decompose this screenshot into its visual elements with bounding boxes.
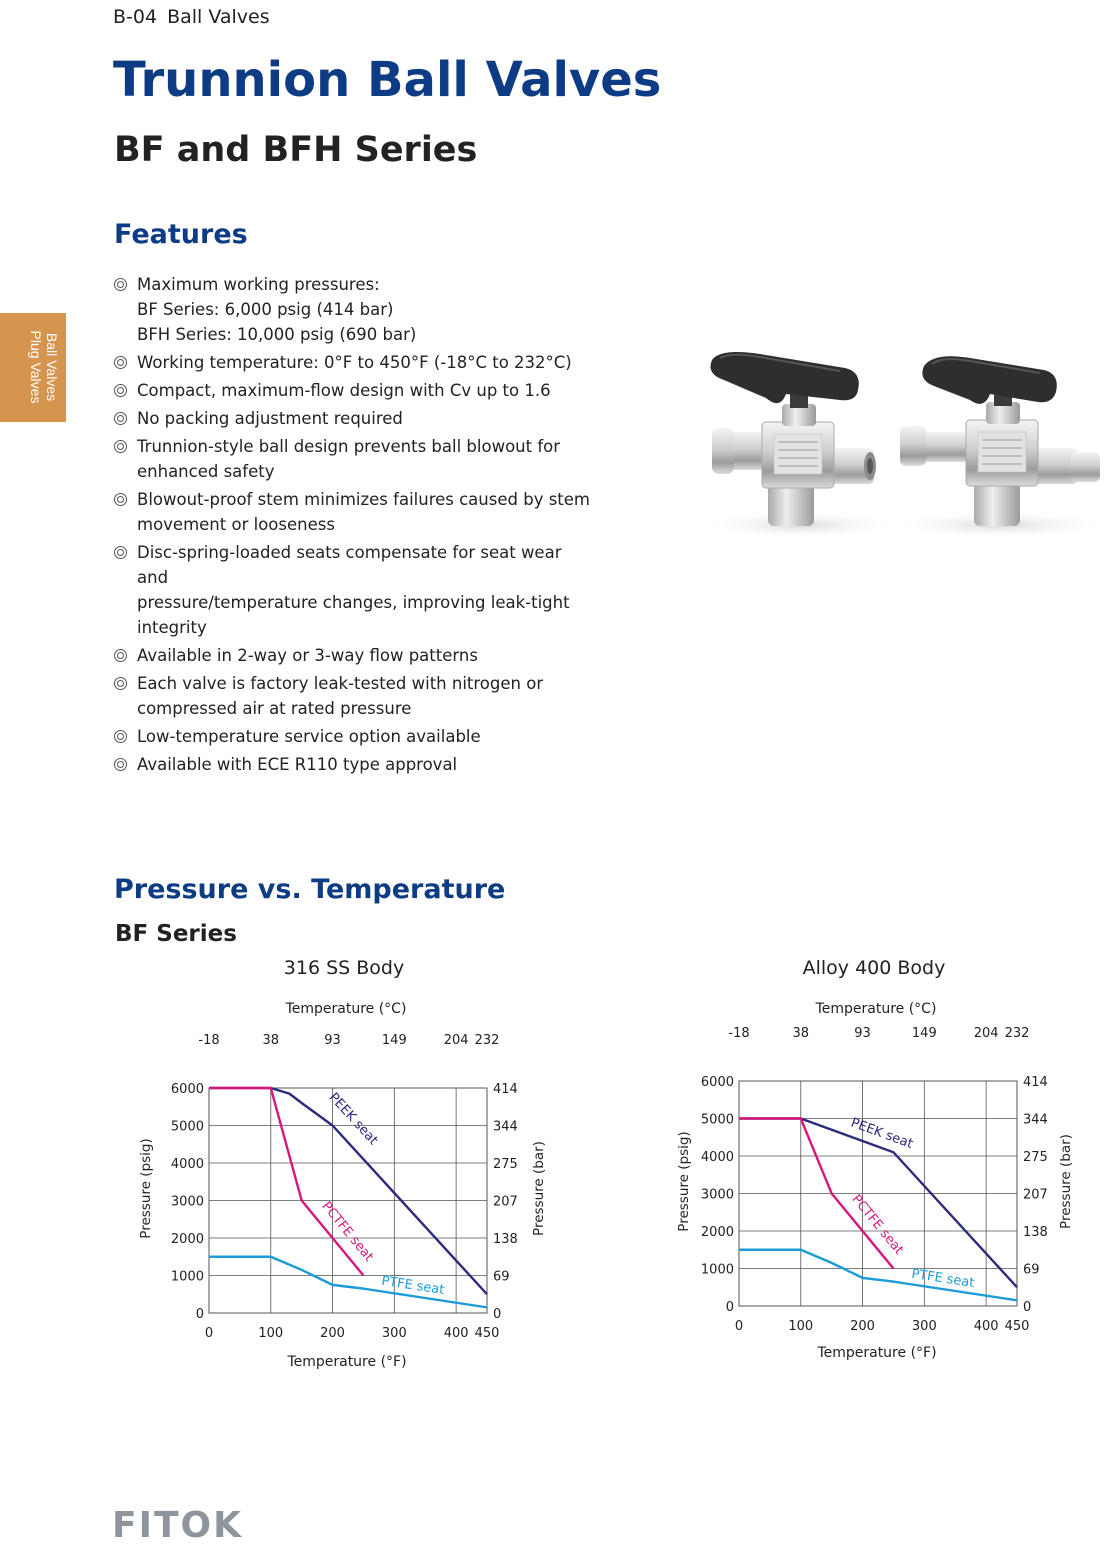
y2-tick-label: 344 xyxy=(493,1119,518,1135)
y2-tick-label: 414 xyxy=(493,1082,518,1097)
x2-axis-label: Temperature (°C) xyxy=(815,1001,937,1017)
x-tick-label: 400 xyxy=(443,1326,469,1341)
feature-line: Blowout-proof stem minimizes failures caused by stem xyxy=(137,490,590,509)
series-label-ptfe-seat: PTFE seat xyxy=(910,1266,976,1292)
page-section: Ball Valves xyxy=(167,6,270,28)
y2-tick-label: 138 xyxy=(493,1232,518,1247)
x-tick-label: 0 xyxy=(204,1326,214,1341)
feature-line: Working temperature: 0°F to 450°F (-18°C to 232°C) xyxy=(137,353,572,372)
y-tick-label: 3000 xyxy=(170,1194,204,1210)
y-axis-label: Pressure (psig) xyxy=(138,1138,154,1239)
series-label-peek-seat: PEEK seat xyxy=(325,1090,381,1149)
series-label-ptfe-seat: PTFE seat xyxy=(380,1273,446,1299)
feature-line: BFH Series: 10,000 psig (690 bar) xyxy=(137,325,417,344)
y-tick-label: 2000 xyxy=(700,1225,734,1240)
x2-tick-label: 93 xyxy=(324,1033,341,1048)
x-tick-label: 200 xyxy=(850,1319,875,1334)
page-title: Trunnion Ball Valves xyxy=(113,52,662,108)
y2-tick-label: 414 xyxy=(1023,1075,1048,1090)
feature-line: Each valve is factory leak-tested with nitrogen or xyxy=(137,674,544,693)
feature-line: Maximum working pressures: xyxy=(137,275,380,294)
feature-line: compressed air at rated pressure xyxy=(137,699,412,718)
x-tick-label: 400 xyxy=(973,1319,999,1334)
page-code: B-04 xyxy=(113,6,158,28)
x2-tick-label: 149 xyxy=(911,1026,937,1041)
y2-tick-label: 207 xyxy=(1023,1187,1048,1203)
series-line-ptfe-seat xyxy=(739,1250,1017,1301)
chart-title: 316 SS Body xyxy=(283,957,405,979)
x2-tick-label: 38 xyxy=(262,1033,280,1048)
feature-line: BF Series: 6,000 psig (414 bar) xyxy=(137,300,394,319)
x2-tick-label: 149 xyxy=(381,1033,407,1048)
y-tick-label: 5000 xyxy=(700,1112,734,1128)
series-heading: BF Series xyxy=(115,921,237,947)
feature-line: Low-temperature service option available xyxy=(137,727,481,746)
feature-line: Available with ECE R110 type approval xyxy=(137,755,458,774)
x-axis-label: Temperature (°F) xyxy=(817,1345,937,1361)
y-tick-label: 0 xyxy=(725,1300,734,1315)
y-tick-label: 4000 xyxy=(700,1150,734,1165)
x2-tick-label: -18 xyxy=(728,1026,750,1041)
y-axis-label: Pressure (psig) xyxy=(676,1131,692,1232)
y-tick-label: 4000 xyxy=(170,1157,204,1172)
y2-tick-label: 275 xyxy=(493,1157,518,1172)
feature-line: No packing adjustment required xyxy=(137,409,403,428)
feature-line: Trunnion-style ball design prevents ball blowout for xyxy=(137,437,561,456)
x-tick-label: 300 xyxy=(911,1319,937,1334)
y2-tick-label: 207 xyxy=(493,1194,518,1210)
y-tick-label: 2000 xyxy=(170,1232,204,1247)
y-tick-label: 1000 xyxy=(700,1262,734,1278)
fitok-logo xyxy=(112,1502,262,1546)
x2-tick-label: 232 xyxy=(474,1033,500,1048)
series-label-peek-seat: PEEK seat xyxy=(848,1115,915,1152)
x-axis-label: Temperature (°F) xyxy=(287,1354,407,1370)
feature-line: enhanced safety xyxy=(137,462,275,481)
chart-title: Alloy 400 Body xyxy=(802,957,946,979)
y2-tick-label: 275 xyxy=(1023,1150,1048,1165)
series-label-pctfe-seat: PCTFE seat xyxy=(848,1192,907,1258)
side-tab-line2: Plug Valves xyxy=(28,330,44,404)
feature-line: pressure/temperature changes, improving leak-tight xyxy=(137,593,570,612)
x-tick-label: 200 xyxy=(320,1326,345,1341)
series-label-pctfe-seat: PCTFE seat xyxy=(318,1199,377,1265)
feature-line: Available in 2-way or 3-way flow patterns xyxy=(137,646,478,665)
feature-line: movement or looseness xyxy=(137,515,335,534)
y-tick-label: 3000 xyxy=(700,1187,734,1203)
x2-tick-label: 93 xyxy=(854,1026,871,1041)
y2-tick-label: 138 xyxy=(1023,1225,1048,1240)
series-line-peek-seat xyxy=(739,1119,1017,1288)
x2-tick-label: 204 xyxy=(443,1033,469,1048)
page-subtitle: BF and BFH Series xyxy=(114,130,478,170)
fitok-logo-text: FITOK xyxy=(112,1505,244,1546)
x-tick-label: 0 xyxy=(734,1319,744,1334)
y2-tick-label: 0 xyxy=(1023,1300,1032,1315)
feature-line: Compact, maximum-flow design with Cv up to 1.6 xyxy=(137,381,551,400)
feature-line: integrity xyxy=(137,618,207,637)
x2-axis-label: Temperature (°C) xyxy=(285,1001,407,1017)
y-tick-label: 6000 xyxy=(170,1082,204,1097)
y2-axis-label: Pressure (bar) xyxy=(531,1141,547,1236)
y-tick-label: 1000 xyxy=(170,1269,204,1285)
y2-tick-label: 69 xyxy=(1023,1262,1040,1278)
features-heading: Features xyxy=(114,219,248,250)
y-tick-label: 5000 xyxy=(170,1119,204,1135)
x-tick-label: 450 xyxy=(474,1326,500,1341)
y2-axis-label: Pressure (bar) xyxy=(1058,1134,1074,1229)
x-tick-label: 300 xyxy=(381,1326,407,1341)
x-tick-label: 450 xyxy=(1004,1319,1030,1334)
x-tick-label: 100 xyxy=(788,1319,814,1334)
y2-tick-label: 344 xyxy=(1023,1112,1048,1128)
x-tick-label: 100 xyxy=(258,1326,284,1341)
y2-tick-label: 0 xyxy=(493,1307,502,1322)
feature-line: Disc-spring-loaded seats compensate for seat wear and xyxy=(137,543,562,587)
pressure-temperature-heading: Pressure vs. Temperature xyxy=(114,874,506,905)
y-tick-label: 0 xyxy=(195,1307,204,1322)
x2-tick-label: 38 xyxy=(792,1026,810,1041)
y2-tick-label: 69 xyxy=(493,1269,510,1285)
x2-tick-label: -18 xyxy=(198,1033,220,1048)
side-tab-line1: Ball Valves xyxy=(44,332,60,402)
y-tick-label: 6000 xyxy=(700,1075,734,1090)
x2-tick-label: 204 xyxy=(973,1026,999,1041)
x2-tick-label: 232 xyxy=(1004,1026,1030,1041)
